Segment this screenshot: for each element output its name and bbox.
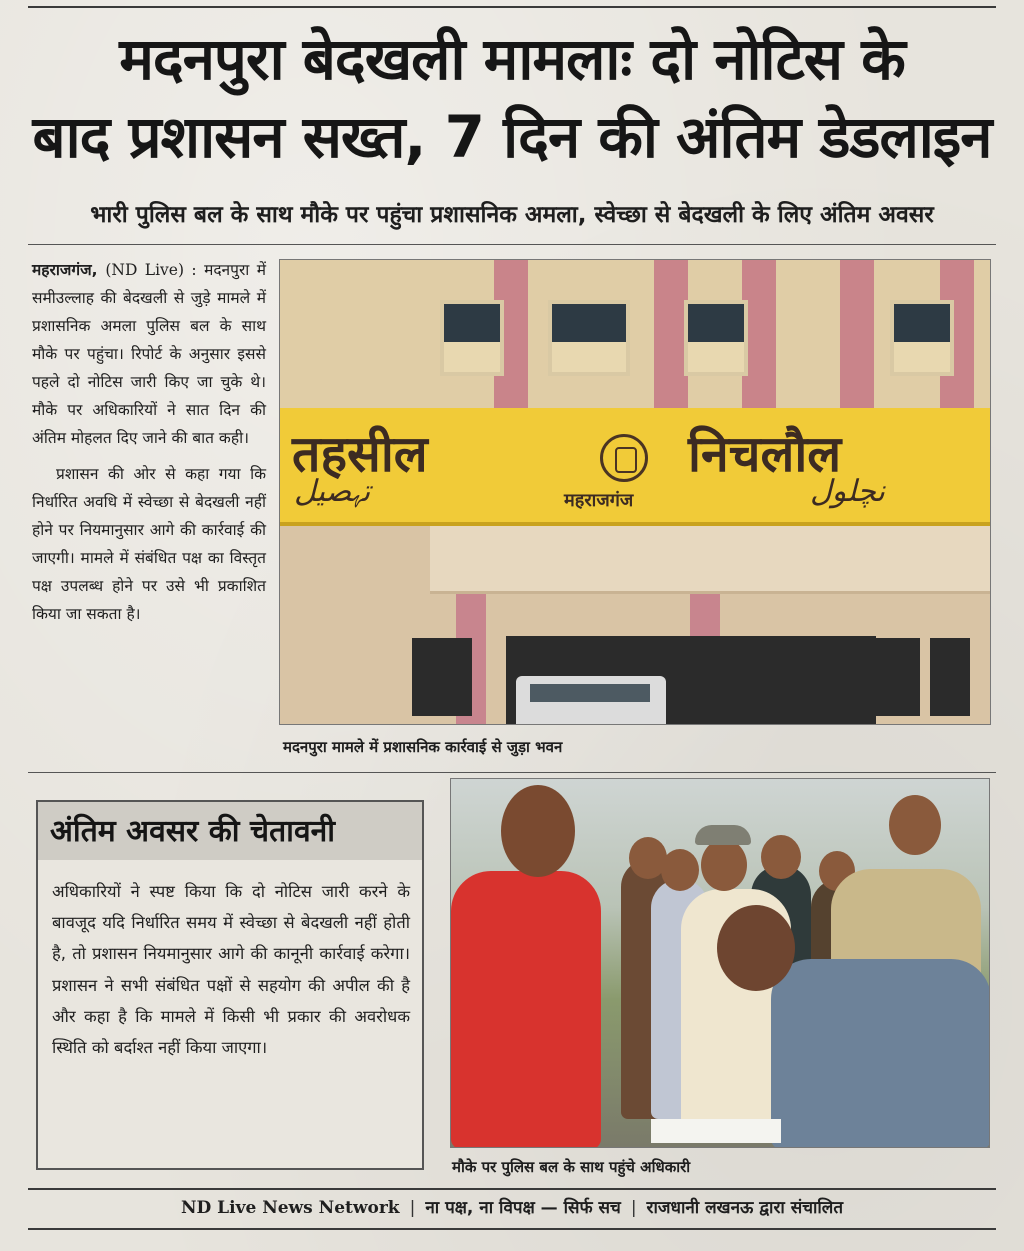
warning-box-body: अधिकारियों ने स्पष्ट किया कि दो नोटिस जारी करने के बावजूद यदि निर्धारित समय में स्वेच्छा से बेदखली नहीं होती है, तो प्रशासन नियमानुसार आगे की कानूनी कार्रवाई करेगा। प्रशासन ने सभी संबंधित पक्षों से सहयोग की अपील की है और कहा है कि मामले में किसी भी प्रकार की अवरोधक स्थिति को बर्दाश्त नहीं किया जाएगा।: [52, 882, 410, 1058]
top-rule: [28, 6, 996, 8]
article-para-1-text: मदनपुरा में समीउल्लाह की बेदखली से जुड़े मामले में प्रशासनिक अमला पुलिस बल के साथ मौके पर पहुंचा। रिपोर्ट के अनुसार इससे पहले दो नोटिस जारी किए जा चुके थे। मौके पर अधिकारियों ने सात दिन की अंतिम मोहलत दिए जाने की बात कही।: [32, 261, 266, 447]
article-para-1: [32, 256, 266, 452]
footer-bottom-rule: [28, 1228, 996, 1230]
board-urdu-right: ﻧﭽﻠﻮﻝ: [810, 474, 885, 509]
footer-brand: ND Live News Network: [180, 1198, 400, 1218]
photo2-caption: मौके पर पुलिस बल के साथ पहुंचे अधिकारी: [452, 1158, 691, 1176]
man-red-shirt: [451, 871, 601, 1148]
subhead-rule: [28, 244, 996, 245]
vehicle: [516, 676, 666, 725]
cap: [695, 825, 751, 845]
footer-operator: राजधानी लखनऊ द्वारा संचालित: [646, 1198, 844, 1218]
warning-box: [36, 800, 424, 1170]
warning-box-title: अंतिम अवसर की चेतावनी: [50, 814, 336, 849]
headline-line-1: मदनपुरा बेदखली मामलाः दो नोटिस के: [119, 25, 905, 93]
board-text-maharajganj: महराजगंज: [564, 490, 634, 511]
board-text-tehsil: तहसील: [292, 425, 428, 483]
up-emblem-icon: [600, 434, 648, 482]
dateline-source: (ND Live) :: [105, 261, 197, 279]
tehsil-building-photo: [279, 259, 991, 725]
man-blue-shirt-writing: [771, 959, 990, 1148]
footer: [28, 1192, 996, 1224]
subheadline: भारी पुलिस बल के साथ मौके पर पहुंचा प्रशासनिक अमला, स्वेच्छा से बेदखली के लिए अंतिम अवसर: [90, 202, 934, 228]
tehsil-signboard: [280, 408, 990, 526]
dateline-place: महराजगंज,: [32, 261, 98, 279]
officials-police-photo: [450, 778, 990, 1148]
dateline: [32, 261, 197, 279]
footer-sep-1: |: [409, 1198, 416, 1218]
mid-rule: [28, 772, 996, 773]
footer-sep-2: |: [630, 1198, 637, 1218]
footer-tagline: ना पक्ष, ना विपक्ष — सिर्फ सच: [425, 1198, 621, 1218]
headline-line-2: बाद प्रशासन सख्त, 7 दिन की अंतिम डेडलाइन: [32, 103, 992, 171]
photo1-caption: मदनपुरा मामले में प्रशासनिक कार्रवाई से जुड़ा भवन: [283, 738, 563, 756]
board-text-nichlaul: निचलौल: [688, 425, 842, 483]
board-urdu-left: ﺗﮩﺼﯿﻞ: [294, 474, 371, 509]
footer-top-rule: [28, 1188, 996, 1190]
article-column: [32, 256, 266, 636]
headline: [28, 20, 996, 176]
document-paper: [651, 1119, 781, 1143]
article-para-2: प्रशासन की ओर से कहा गया कि निर्धारित अवधि में स्वेच्छा से बेदखली नहीं होने पर नियमानुसार आगे की कार्रवाई की जाएगी। मामले में संबंधित पक्ष का विस्तृत पक्ष उपलब्ध होने पर उसे भी प्रकाशित किया जा सकता है।: [32, 465, 266, 623]
